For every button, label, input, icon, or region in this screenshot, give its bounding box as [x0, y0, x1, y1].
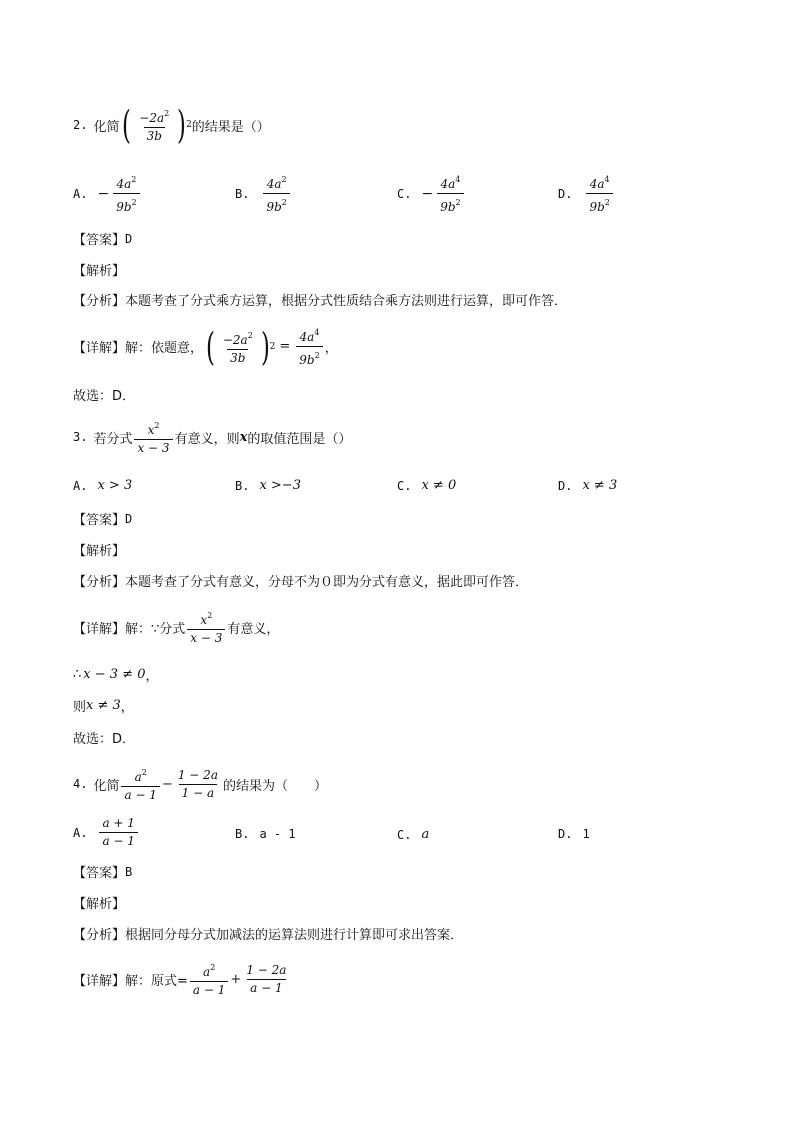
q4-option-a-den: a − 1	[99, 832, 137, 849]
q3-answer-tag: 【答案】	[73, 513, 126, 528]
q3-option-d-expr: x ≠ 3	[582, 478, 618, 493]
q4-detail-tag: 【详解】	[73, 973, 126, 989]
q2-option-a-fraction	[113, 172, 139, 215]
q2-option-b-den-exp: 2	[281, 198, 287, 207]
q2-option-a[interactable]	[73, 172, 142, 215]
q3-step1-suffix: ，	[145, 669, 159, 684]
q4-answer: B	[125, 864, 133, 879]
q2-detail-right-paren: )	[260, 324, 270, 369]
q2-option-c-num: 4a	[440, 177, 456, 191]
q2-detail-expression	[220, 328, 256, 366]
q2-option-c[interactable]	[397, 172, 466, 215]
q3-option-c[interactable]	[397, 478, 456, 493]
q2-option-a-den-exp: 2	[131, 198, 137, 207]
q2-expr-denominator: 3b	[144, 127, 165, 144]
q4-detail-prefix: 解：原式=	[125, 973, 188, 989]
q4-f1-num: a	[134, 770, 142, 784]
q2-option-a-den: 9b	[116, 200, 132, 214]
q4-f1-den: a − 1	[121, 786, 159, 803]
q2-option-a-label: A.	[73, 186, 88, 201]
q3-frac-den: x − 3	[134, 439, 172, 456]
q2-detail-res-num: 4a	[299, 330, 315, 344]
q3-detail-fraction	[187, 608, 225, 646]
q3-stem-var: x	[239, 429, 248, 445]
q4-option-b-label: B.	[235, 827, 250, 841]
q2-option-c-num-exp: 4	[455, 175, 461, 184]
q2-option-c-label: C.	[397, 186, 412, 201]
q2-option-a-sign: −	[97, 185, 110, 202]
q3-analysis-text: 本题考查了分式有意义，分母不为０即为分式有意义，据此即可作答．	[125, 575, 529, 590]
q4-option-d-label: D.	[558, 827, 573, 841]
q2-detail-expr-den: 3b	[227, 349, 248, 366]
q2-option-d-den-exp: 2	[604, 198, 610, 207]
q4-f2-num: 1 − 2a	[177, 767, 218, 782]
q4-d-f1-den: a − 1	[190, 981, 228, 998]
q3-step1	[73, 665, 159, 684]
q4-detail-fraction-2	[243, 963, 289, 996]
q2-left-paren: (	[122, 103, 132, 147]
q2-expr-numerator: −2a	[139, 111, 165, 125]
q2-detail-expr-num: −2a	[222, 332, 248, 347]
q2-analysis-text: 本题考查了分式乘方运算，根据分式性质结合乘方法则进行运算，即可作答．	[125, 294, 568, 309]
q4-f2-den: 1 − a	[179, 784, 217, 801]
q2-detail-res-den: 9b	[299, 353, 315, 367]
q4-fraction-2	[175, 768, 221, 801]
q4-stem	[73, 765, 327, 803]
q3-stem-suffix-a: 有意义，则	[174, 431, 240, 447]
q2-option-a-num-exp: 2	[131, 175, 137, 184]
q3-option-a-label: A.	[73, 478, 88, 493]
q3-answer-line	[73, 509, 132, 528]
q2-option-d-label: D.	[558, 186, 573, 201]
q2-analysis-title-text: 【解析】	[73, 264, 126, 279]
q3-analysis-line	[73, 571, 528, 590]
q4-analysis-title	[73, 893, 125, 912]
q2-option-a-num: 4a	[116, 177, 132, 191]
q3-detail-tag: 【详解】	[73, 621, 126, 637]
q2-number: 2.	[73, 118, 88, 132]
q3-stem-prefix: 若分式	[93, 431, 133, 447]
q2-stem-suffix: 的结果是（）	[191, 119, 270, 135]
q4-stem-suffix: 的结果为（ ）	[222, 778, 327, 794]
q2-expression	[136, 106, 172, 144]
q3-detail-frac-num: x	[200, 613, 208, 627]
q2-option-c-den: 9b	[440, 200, 456, 214]
q4-analysis-text: 根据同分母分式加减法的运算法则进行计算即可求出答案．	[125, 928, 464, 943]
q3-step2	[73, 696, 134, 715]
q2-option-d-num: 4a	[589, 177, 605, 191]
q2-analysis-title	[73, 260, 125, 279]
q3-analysis-tag: 【分析】	[73, 575, 126, 590]
q2-option-b-fraction	[263, 172, 289, 215]
q2-detail-left-paren: (	[205, 324, 215, 369]
q3-stem	[73, 418, 351, 456]
q3-option-a[interactable]	[73, 478, 132, 493]
q4-option-c-label: C.	[397, 827, 412, 842]
q4-analysis-title-text: 【解析】	[73, 897, 126, 912]
q2-analysis-tag: 【分析】	[73, 294, 126, 309]
q3-step2-prefix: 则	[73, 700, 87, 715]
q3-analysis-title-text: 【解析】	[73, 544, 126, 559]
q2-option-d[interactable]	[558, 172, 615, 215]
q3-number: 3.	[73, 430, 88, 444]
q2-detail-prefix: 解：依题意，	[125, 341, 204, 356]
q2-answer-tag: 【答案】	[73, 233, 126, 248]
q2-detail-equals: =	[279, 339, 291, 354]
q2-stem	[73, 103, 270, 147]
q3-detail-prefix: 解：∵分式	[125, 621, 186, 637]
q4-option-b[interactable]	[235, 827, 296, 841]
q3-analysis-title	[73, 540, 125, 559]
q2-option-b-label: B.	[235, 186, 250, 201]
q4-f1-num-exp: 2	[141, 768, 147, 777]
q4-d-f2-den: a − 1	[247, 979, 285, 996]
q2-option-b-num: 4a	[266, 177, 282, 191]
q4-option-d-expr: 1	[582, 827, 590, 841]
q3-option-d-label: D.	[558, 478, 573, 493]
q4-option-a-label: A.	[73, 825, 88, 840]
q3-step2-expr: x ≠ 3	[86, 698, 121, 713]
q4-option-b-expr: a - 1	[259, 827, 296, 841]
q3-stem-suffix-b: 的取值范围是（）	[247, 431, 352, 447]
q4-d-f2-num: 1 − 2a	[246, 962, 287, 977]
q4-option-c[interactable]	[397, 827, 429, 842]
q2-option-b-num-exp: 2	[281, 175, 287, 184]
q4-option-a-fraction	[99, 816, 137, 849]
q3-option-b-label: B.	[235, 478, 250, 493]
q3-frac-num: x	[147, 423, 155, 437]
q3-detail-frac-den: x − 3	[187, 629, 225, 646]
q3-option-c-label: C.	[397, 478, 412, 493]
q2-option-d-num-exp: 4	[604, 175, 610, 184]
q2-right-paren: )	[177, 103, 187, 147]
q2-answer: D	[125, 231, 133, 246]
q3-option-d[interactable]	[558, 478, 617, 493]
q4-option-a[interactable]	[73, 816, 140, 849]
q3-option-b-expr: x >−3	[259, 478, 301, 493]
q4-number: 4.	[73, 777, 88, 791]
q2-option-c-fraction	[437, 172, 463, 215]
q2-expr-num-exp: 2	[164, 109, 170, 118]
q2-choice-line	[73, 385, 135, 404]
q4-detail-op: +	[230, 971, 242, 987]
q3-frac-num-exp: 2	[154, 421, 160, 430]
q4-detail-fraction-1	[190, 960, 228, 998]
q2-detail-res-den-exp: 2	[314, 351, 320, 360]
q4-stem-prefix: 化简	[93, 778, 120, 794]
q2-option-c-den-exp: 2	[455, 198, 461, 207]
q4-answer-line	[73, 862, 132, 881]
q3-choice: 故选：D．	[73, 732, 136, 747]
q2-stem-prefix: 化简	[93, 119, 120, 135]
q2-detail-tag: 【详解】	[73, 341, 126, 356]
q4-option-a-num: a + 1	[102, 816, 135, 830]
q2-option-d-den: 9b	[589, 200, 605, 214]
q2-analysis-line	[73, 290, 567, 309]
q4-op: −	[161, 776, 173, 792]
q3-detail-suffix: 有意义，	[227, 621, 280, 637]
q2-detail-result	[296, 325, 322, 368]
q3-fraction	[134, 418, 172, 456]
q3-step1-expr: x − 3 ≠ 0	[83, 667, 146, 682]
q2-option-d-fraction	[586, 172, 612, 215]
q2-detail-res-num-exp: 4	[314, 328, 320, 337]
q2-detail-outer-exp: 2	[269, 341, 276, 352]
q4-d-f1-num-exp: 2	[210, 963, 216, 972]
q3-answer: D	[125, 511, 133, 526]
q2-detail-line	[73, 325, 338, 368]
q4-answer-tag: 【答案】	[73, 866, 126, 881]
q4-analysis-line	[73, 924, 463, 943]
q3-option-c-expr: x ≠ 0	[421, 478, 457, 493]
q2-outer-exp: 2	[186, 120, 192, 130]
q3-choice-line	[73, 728, 135, 747]
q3-step2-suffix: ，	[120, 700, 134, 715]
q4-option-d[interactable]	[558, 827, 590, 841]
q4-detail-line	[73, 960, 291, 998]
q4-d-f1-num: a	[203, 965, 211, 979]
q3-detail-frac-num-exp: 2	[207, 611, 213, 620]
q3-option-b[interactable]	[235, 478, 301, 493]
q2-option-b-den: 9b	[266, 200, 282, 214]
q3-option-a-expr: x > 3	[97, 478, 133, 493]
q4-option-c-expr: a	[421, 827, 430, 842]
q4-fraction-1	[121, 765, 159, 803]
q2-option-c-sign: −	[421, 185, 434, 202]
q2-answer-line	[73, 229, 132, 248]
q2-detail-expr-num-exp: 2	[247, 330, 253, 340]
q2-option-b[interactable]	[235, 172, 292, 215]
q2-detail-suffix: ，	[324, 341, 338, 356]
q3-detail-line	[73, 608, 279, 646]
q2-choice: 故选：D．	[73, 389, 136, 404]
q3-step1-prefix: ∴	[73, 667, 82, 682]
q4-analysis-tag: 【分析】	[73, 928, 126, 943]
